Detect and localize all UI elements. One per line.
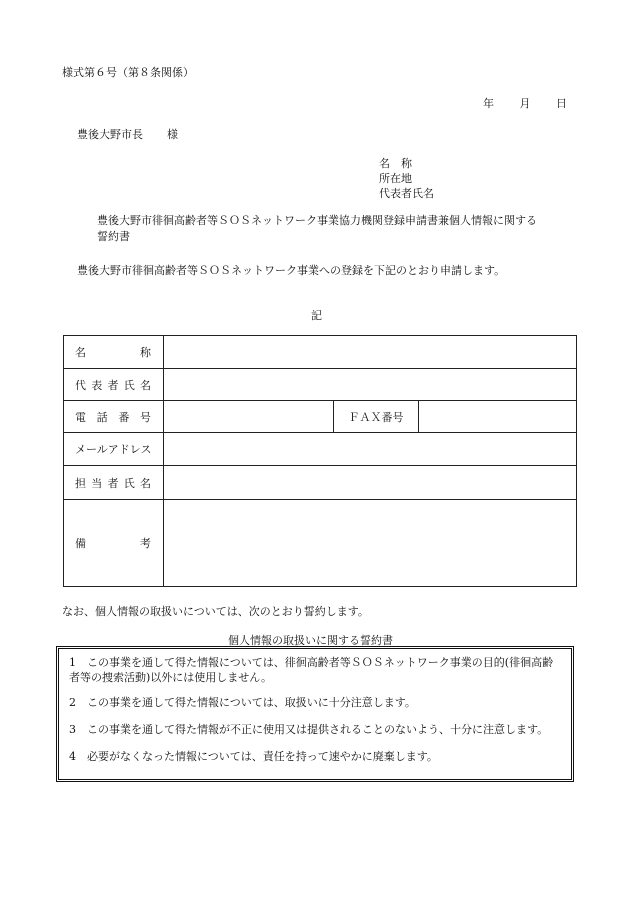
contact-person-label: 担 当 者 氏 名 [64,466,164,500]
remarks-label: 備 考 [64,500,164,587]
applicant-representative-label: 代表者氏名 [379,187,434,200]
email-value-cell[interactable] [164,433,577,466]
fax-label: ＦＡＸ番号 [334,401,419,433]
table-row-email [64,433,577,466]
remarks-value-cell[interactable] [164,500,577,587]
registration-table [63,335,577,587]
pledge-item: 2 この事業を通して得た情報については、取扱いに十分注意します。 [69,696,416,709]
phone-value-cell[interactable] [164,401,334,433]
intro-text: 豊後大野市徘徊高齢者等ＳＯＳネットワーク事業への登録を下記のとおり申請します。 [77,264,506,277]
representative-value-cell[interactable] [164,369,577,401]
table-row-representative [64,369,577,401]
contact-person-value-cell[interactable] [164,466,577,500]
pledge-item: 1 この事業を通して得た情報については、徘徊高齢者等ＳＯＳネットワーク事業の目的(徘徊高齢者等の捜索活動)以外には使用しません。 [69,656,554,684]
applicant-block [379,156,434,201]
date-year: 年 [483,97,494,110]
pledge-item: 4 必要がなくなった情報については、責任を持って速やかに廃棄します。 [69,750,438,763]
name-label: 名 称 [64,336,164,369]
applicant-name-label: 名 称 [379,157,412,170]
addressee [77,126,178,142]
table-row-remarks [64,500,577,587]
pledge-item: 3 この事業を通して得た情報が不正に使用又は提供されることのないよう、十分に注意します。 [69,723,549,736]
date-line [483,95,567,111]
document-title: 豊後大野市徘徊高齢者等ＳＯＳネットワーク事業協力機関登録申請書兼個人情報に関する誓約書 [97,214,537,243]
name-value-cell[interactable] [164,336,577,369]
applicant-address-label: 所在地 [379,172,412,185]
date-month: 月 [519,97,531,110]
table-row-name [64,336,577,369]
fax-value-cell[interactable] [419,401,577,433]
addressee-honorific: 様 [167,128,178,141]
phone-label: 電 話 番 号 [64,401,164,433]
table-row-contact [64,466,577,500]
ki-heading: 記 [311,309,322,322]
table-row-phone [64,401,577,433]
email-label: メールアドレス [64,433,164,466]
pledge-box [56,646,574,782]
addressee-name: 豊後大野市長 [77,128,143,141]
representative-label: 代 表 者 氏 名 [64,369,164,401]
pledge-lead: なお、個人情報の取扱いについては、次のとおり誓約します。 [62,605,369,618]
form-number: 様式第６号（第８条関係） [62,66,194,79]
pledge-title: 個人情報の取扱いに関する誓約書 [228,634,393,647]
date-day: 日 [556,97,567,110]
